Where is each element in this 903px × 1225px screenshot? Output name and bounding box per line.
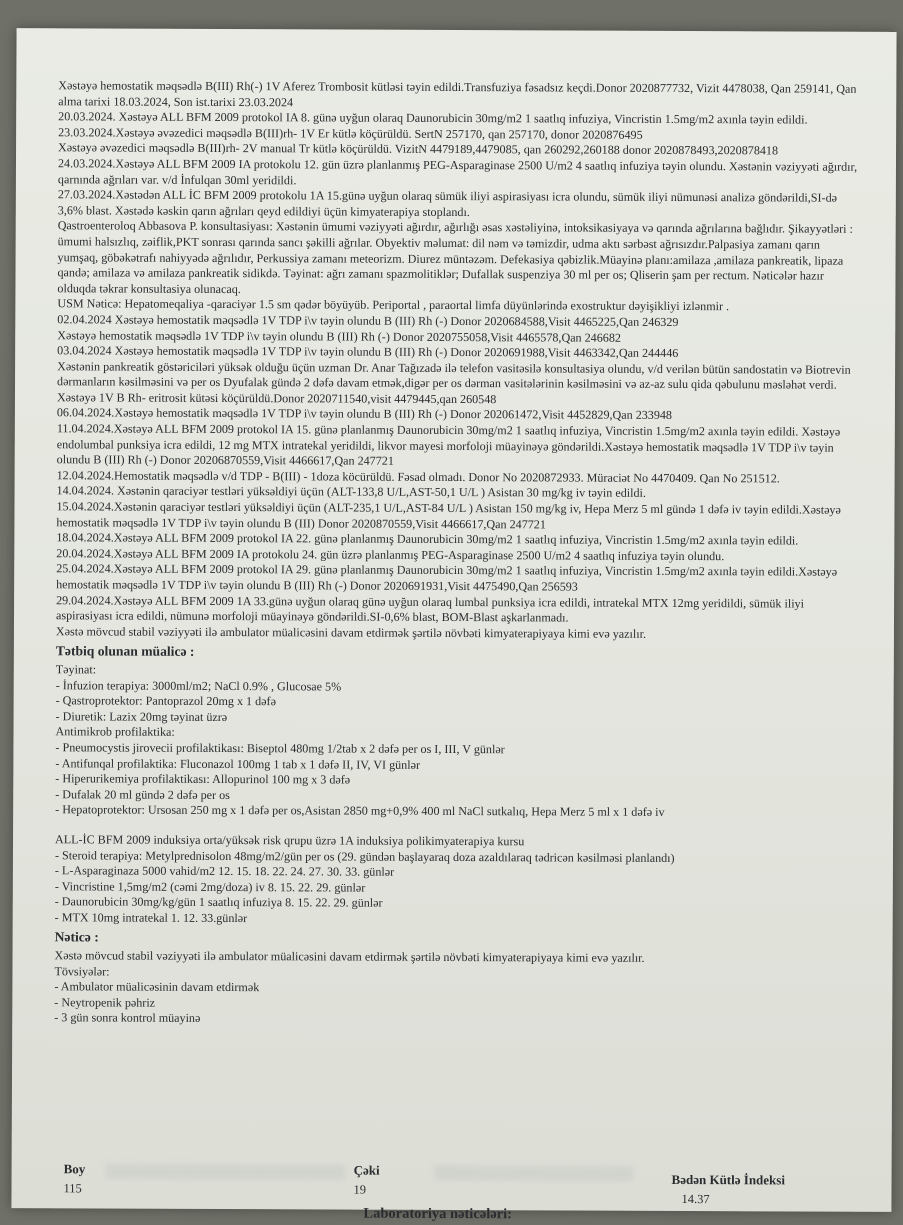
redacted-area — [434, 1165, 634, 1182]
note-paragraph: USM Nəticə: Hepatomeqaliya -qaraciyər 1.5 sm qədər böyüyüb. Periportal , paraortal limfa düyünlərində exostruktur dəyişikliyi izlənmir . — [57, 296, 730, 314]
course-line: - MTX 10mg intratekal 1. 12. 33.günlər — [54, 910, 248, 925]
treatment-line: - Antifunqal profilaktika: Fluconazol 100mg 1 tab x 1 dəfə II, IV, VI günlər — [55, 755, 421, 772]
treatment-line: - İnfuzion terapiya: 3000ml/m2; NaCl 0.9% , Glucosae 5% — [55, 677, 342, 694]
weight-value: 19 — [353, 1182, 367, 1197]
weight-stat — [353, 1163, 379, 1198]
course-line: - Daunorubicin 30mg/kg/gün 1 saatlıq infuziya 8. 15. 22. 29. günlər — [54, 894, 383, 910]
recommendation-item: - 3 gün sonra kontrol müayinə — [54, 1010, 201, 1026]
note-paragraph: 14.04.2024. Xəstənin qaraciyər testləri yüksəldiyi üçün (ALT-133,8 U/L,AST-50,1 U/L ) Asistan 30 mg/kg iv təyin edildi. — [56, 483, 646, 501]
treatment-section — [55, 644, 856, 930]
note-paragraph: 02.04.2024 Xəstəyə hemostatik məqsədlə 1V TDP i\v təyin olundu B (III) Rh (-) Donor 2020684588,Visit 4465225,Qan 246329 — [57, 312, 679, 329]
treatment-line: - Dufalak 20 ml gündə 2 dəfə per os — [55, 786, 230, 802]
note-paragraph: 29.04.2024.Xəstəyə ALL BFM 2009 1A 33.günə uyğun olaraq günə uyğun olaraq lumbal punksiya icra edildi, intratekal MTX 12mg yeridildi, sümük iliyi aspirasiyası icra edildi, nümunə morfoloji müayinəyə göndərildi.SI-0,6% blast, BOM-Blast aşkarlanmadı. — [55, 592, 805, 625]
height-label: Boy — [63, 1161, 86, 1177]
result-section — [54, 930, 854, 1030]
note-paragraph: Xəstəyə 1V B Rh- eritrosit kütəsi köçürüldü.Donor 2020711540,visit 4479445,qan 260548 — [56, 390, 497, 407]
note-paragraph: 03.04.2024 Xəstəyə hemostatik məqsədlə 1V TDP i\v təyin olundu B (III) Rh (-) Donor 2020691988,Visit 4463342,Qan 244446 — [57, 343, 679, 361]
course-line: - L-Asparaginaza 5000 vahid/m2 12. 15. 18. 22. 24. 27. 30. 33. günlər — [54, 863, 395, 879]
note-paragraph: 20.04.2024.Xəstəyə ALL BFM 2009 IA protokolu 24. gün üzrə planlanmış PEG-Asparaginase 2500 U/m2 4 saatlıq infuziya təyin olundu. — [56, 546, 725, 563]
treatment-line: - Hepatoprotektor: Ursosan 250 mg x 1 dəfə per os,Asistan 2850 mg+0,9% 400 ml NaCl sutkalıq, Hepa Merz 5 ml x 1 dəfə iv — [55, 802, 665, 820]
note-paragraph: 24.03.2024.Xəstəyə ALL BFM 2009 IA protokolu 12. gün üzrə planlanmış PEG-Asparaginase 2500 U/m2 4 saatlıq infuziya təyin olundu. Xəstənin vəziyyəti ağırdır, qarnında ağrıları var. v/d İnfulqan 30ml yeridildi. — [57, 156, 858, 187]
note-paragraph: 18.04.2024.Xəstəyə ALL BFM 2009 protokol IA 22. günə planlanmış Daunorubicin 30mg/m2 1 saatlıq infuziya, Vincristin 1.5mg/m2 axınla təyin edildi. — [56, 530, 799, 548]
treatment-line: - Pneumocystis jirovecii profilaktikası: Biseptol 480mg 1/2tab x 2 dəfə per os I, III, V günlər — [55, 740, 505, 757]
note-paragraph: 15.04.2024.Xəstənin qaraciyər testləri yüksəldiyi üçün (ALT-235,1 U/L,AST-84 U/L ) Asistan 150 mg/kg iv, Hepa Merz 5 ml gündə 1 dəfə iv təyin edildi.Xəstəyə hemostatik məqsədlə 1V TDP i\v təyin olundu B (III) Donor 2020870559,Visit 4466617,Qan 247721 — [56, 499, 841, 532]
note-paragraph: 06.04.2024.Xəstəyə hemostatik məqsədlə 1V TDP i\v təyin olundu B (III) Rh (-) Donor 202061472,Visit 4452829,Qan 233948 — [56, 405, 673, 423]
result-heading: Nəticə : — [54, 929, 99, 945]
note-paragraph: Xəstəyə əvəzedici məqsədlə B(III)rh- 2V manual Tr kütlə köçürüldü. VizitN 4479189,4479085, qan 260292,260188 donor 2020878493,2020878418 — [58, 140, 779, 158]
result-text: Xəstə mövcud stabil vəziyyəti ilə ambulator müalicəsini davam etdirmək şərtilə növbəti kimyaterapiyaya kimi evə yazılır. — [54, 948, 645, 965]
document-page — [11, 28, 896, 1223]
course-line: - Vincristine 1,5mg/m2 (cəmi 2mg/doza) iv 8. 15. 22. 29. günlər — [54, 878, 366, 895]
note-paragraph: 23.03.2024.Xəstəyə əvəzedici məqsədlə B(III)rh- 1V Er kütlə köçürüldü. SertN 257170, qan 257170, donor 2020876495 — [58, 125, 643, 142]
weight-label: Çəki — [353, 1162, 380, 1178]
note-paragraph: Xəstə mövcud stabil vəziyyəti ilə ambulator müalicəsini davam etdirmək şərtilə növbəti kimyaterapiyaya kimi evə yazılır. — [55, 624, 647, 641]
note-paragraph: 25.04.2024.Xəstəyə ALL BFM 2009 protokol IA 29. günə planlanmış Daunorubicin 30mg/m2 1 saatlıq infuziya, Vincristin 1.5mg/m2 axınla təyin edildi.Xəstəyə hemostatik məqsədlə 1V TDP i\v təyin olundu B (III) Rh (-) Donor 2020691931,Visit 4475490,Qan 256593 — [56, 561, 838, 594]
treatment-heading: Tətbiq olunan müalicə : — [55, 643, 195, 660]
treatment-line: - Diuretik: Lazix 20mg təyinat üzrə — [55, 709, 228, 724]
document-content — [54, 78, 858, 1223]
note-paragraph: 27.03.2024.Xəstədən ALL İC BFM 2009 protokolu 1A 15.günə uyğun olaraq sümük iliyi aspirasiyası icra olundu, sümük iliyi nümunəsi analizə göndərildi,SI-də 3,6% blast. Xəstədə kəskin qarın ağrıları qeyd edildiyi üçün kimyaterapiya stoplandı. — [57, 187, 838, 219]
course-notes — [56, 78, 858, 643]
redacted-area — [106, 1163, 346, 1180]
note-paragraph: Xəstəyə hemostatik məqsədlə 1V TDP i\v təyin olundu B (III) Rh (-) Donor 2020755058,Visit 4465578,Qan 246682 — [57, 327, 621, 345]
recommendation-item: - Ambulator müalicəsinin davam etdirmək — [54, 979, 260, 995]
treatment-line: Təyinat: — [55, 662, 97, 677]
lab-results-title: Laboratoriya nəticələri: — [363, 1205, 513, 1223]
recommendations-heading: Tövsiyələr: — [54, 963, 110, 979]
recommendation-item: - Neytropenik pəhriz — [54, 995, 156, 1010]
height-stat — [63, 1161, 85, 1196]
course-line: ALL-İC BFM 2009 induksiya orta/yüksək risk qrupu üzrə 1A induksiya polikimyaterapiya kursu — [55, 832, 525, 849]
course-line: - Steroid terapiya: Metylprednisolon 48mg/m2/gün per os (29. gündən başlayaraq doza azaldılaraq tədricən kəsilməsi planlandı) — [54, 847, 675, 865]
bmi-value: 14.37 — [681, 1191, 710, 1206]
bmi-stat — [671, 1172, 785, 1208]
note-paragraph: 12.04.2024.Hemostatik məqsədlə v/d TDP - B(III) - 1doza köcürüldü. Fəsad olmadı. Donor No 2020872933. Müraciət No 4470409. Qan No 251512. — [56, 468, 780, 486]
treatment-line: - Qastroprotektor: Pantoprazol 20mg x 1 dəfə — [55, 693, 277, 709]
note-paragraph: Xəstəyə hemostatik məqsədlə B(III) Rh(-) 1V Aferez Trombosit kütləsi təyin edildi.Transfuziya fəsadsız keçdi.Donor 2020877732, Vizit 4478038, Qan 259141, Qan alma tarixi 18.03.2024, Son ist.tarixi 23.03.2024 — [58, 78, 857, 109]
note-paragraph: Xəstənin pankreatik göstəriciləri yüksək olduğu üçün uzman Dr. Anar Tağızadə ilə telefon vasitəsilə konsultasiya olundu, v/d verilən bütün sandostatin və Biotrevin dərmanların kəsilməsini və per os Dyufalak gündə 2 dəfə davam etmək,digər per os dərman vasitələrinin kəsilməsini və az-az sulu qida qəbulunu məsləhət verdi. — [57, 358, 851, 392]
height-value: 115 — [63, 1180, 82, 1195]
bmi-label: Bədən Kütlə İndeksi — [671, 1171, 786, 1188]
treatment-line: Antimikrob profilaktika: — [55, 724, 175, 740]
note-paragraph: 11.04.2024.Xəstəyə ALL BFM 2009 protokol IA 15. günə planlanmış Daunorubicin 30mg/m2 1 saatlıq infuziya, Vincristin 1.5mg/m2 axınla təyin edildi. Xəstəyə endolumbal punksiya icra edildi, 12 mg MTX intratekal yeridildi, likvor mayesi morfoloji müayinəyə göndərildi.Xəstəyə hemostatik məqsədlə 1V TDP i\v təyin olundu B (III) Rh (-) Donor 20206870559,Visit 4466617,Qan 247721 — [56, 421, 841, 468]
note-paragraph: 20.03.2024. Xəstəyə ALL BFM 2009 protokol IA 8. günə uyğun olaraq Daunorubicin 30mg/m2 1 saatlıq infuziya, Vincristin 1.5mg/m2 axınla təyin edildi. — [58, 109, 808, 127]
note-paragraph: Qastroenteroloq Abbasova P. konsultasiyası: Xəstənin ümumi vəziyyəti ağırdır, ağırlığı əsas xəstəliyinə, intoksikasiyaya və qarında ağrılarına bağlıdır. Şikayyətləri : ümumi halsızlıq, zəiflik,PKT sonrası qarında sancı şəkilli ağrılar. Obyektiv məlumat: dil nəm və təmizdir, udma aktı sərbəst ağrısızdır.Palpasiya zamanı qarın yumşaq, göbəkətrafı nahiyyədə ağrılıdır, Perkussiya zamanı meteorizm. Diurez müntəzəm. Defekasiya qəbizlik.Müayinə planı:amilaza ,amilaza pankreatik, lipaza qandə; amilaza və amilaza pankreatik sidikdə. Təyinat: ağrı zamanı spazmolitiklər; Dufallak suspenziya 30 ml per os; Qliserin şam per rectum. Nəticələr hazır olduqda təkrar konsultasiya olunacaq. — [57, 218, 853, 296]
treatment-line: - Hiperurikemiya profilaktikası: Allopurinol 100 mg x 3 dəfə — [55, 771, 351, 787]
